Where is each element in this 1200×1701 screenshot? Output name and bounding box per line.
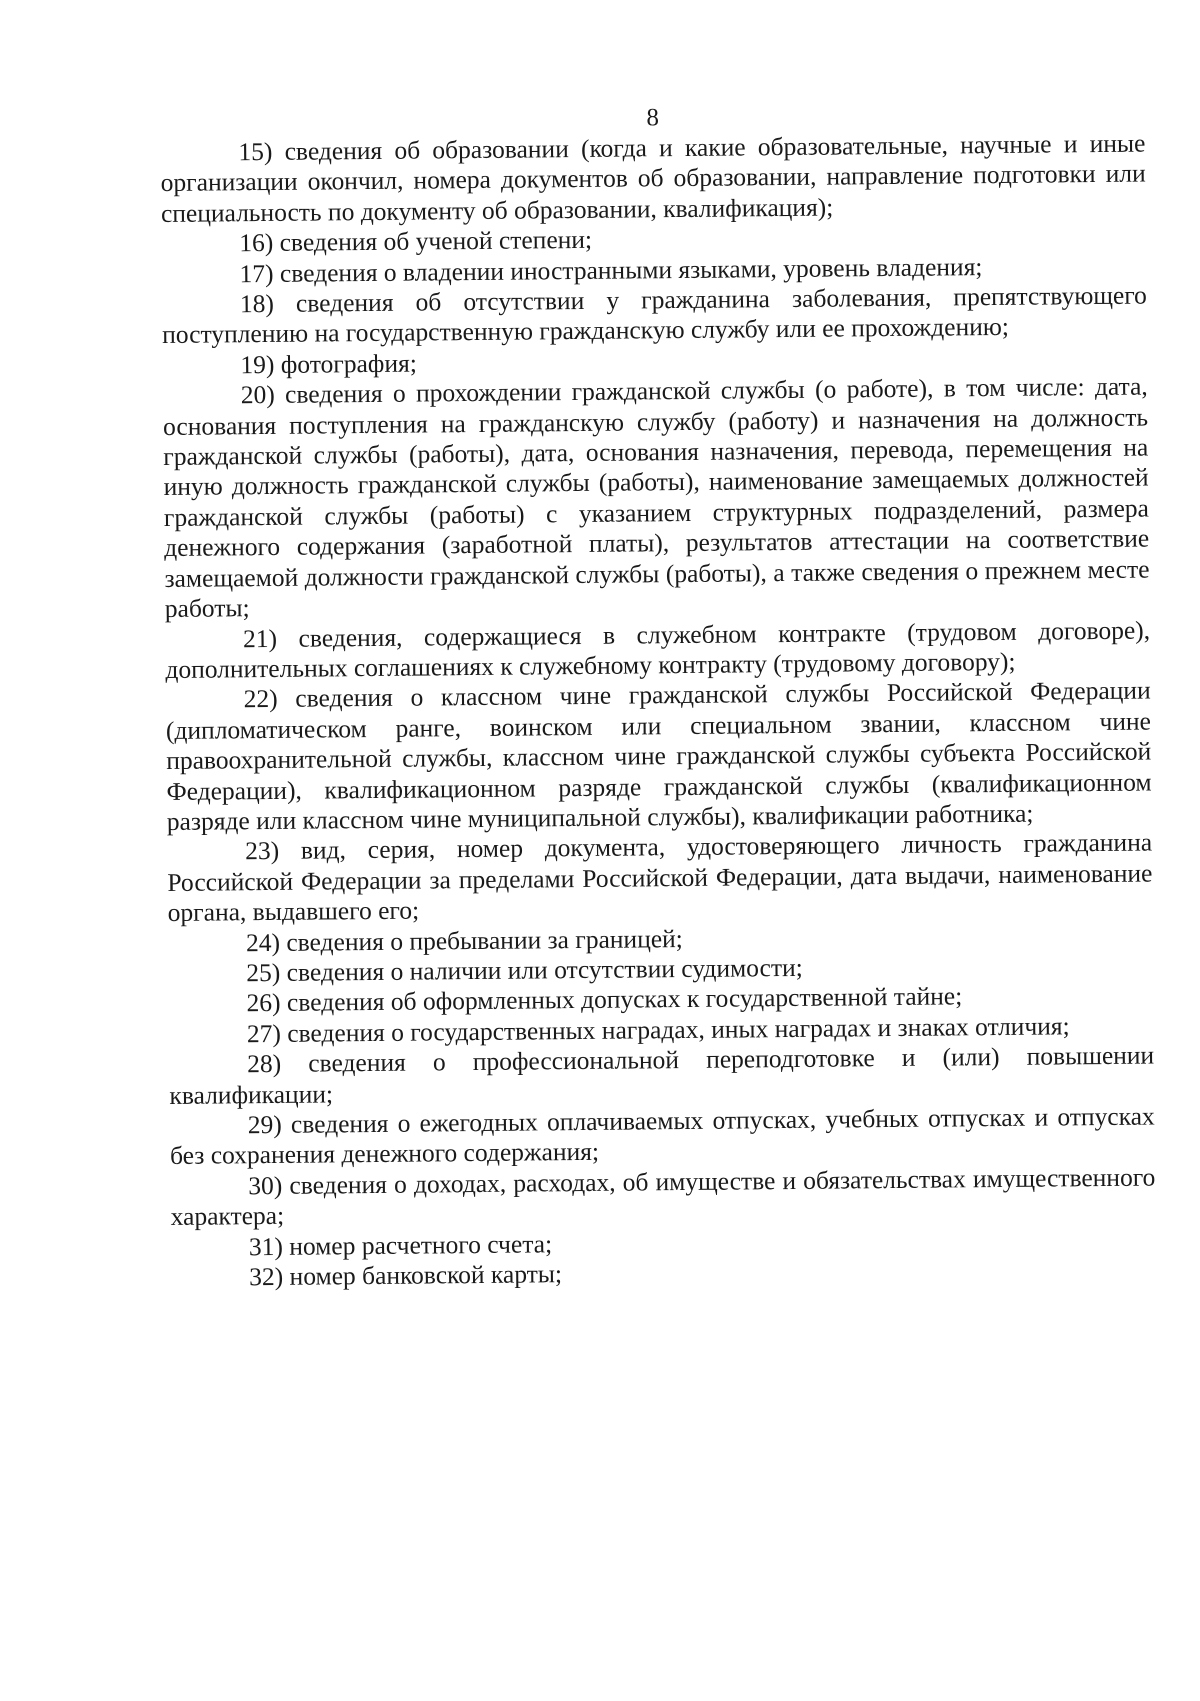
list-item-25: 25) сведения о наличии или отсутствии судимости; bbox=[246, 952, 803, 988]
list-item-16: 16) сведения об ученой степени; bbox=[239, 225, 593, 258]
list-item-19: 19) фотография; bbox=[240, 348, 417, 380]
list-item-26: 26) сведения об оформленных допусках к государственной тайне; bbox=[246, 981, 963, 1018]
list-item-30: 30) сведения о доходах, расходах, об имуществе и обязательствах имущественного характера; bbox=[170, 1162, 1156, 1232]
list-item-18: 18) сведения об отсутствии у гражданина заболевания, препятствующего поступлению на государственную гражданскую службу или ее прохождению; bbox=[162, 280, 1147, 350]
list-item-21: 21) сведения, содержащиеся в служебном контракте (трудовом договоре), дополнительных соглашениях к служебному контракту (трудовому договору); bbox=[165, 615, 1151, 684]
list-item-31: 31) номер расчетного счета; bbox=[248, 1228, 553, 1261]
list-item-24: 24) сведения о пребывании за границей; bbox=[245, 923, 683, 957]
list-item-32: 32) номер банковской карты; bbox=[249, 1259, 563, 1292]
list-item-29: 29) сведения о ежегодных оплачиваемых отпусках, учебных отпусках и отпусках без сохранения денежного содержания; bbox=[169, 1101, 1155, 1171]
document-body bbox=[160, 99, 1156, 1294]
list-item-22: 22) сведения о классном чине гражданской службы Российской Федерации (дипломатическом ранге, воинском или специальном звании, классном чине правоохранительной службы, классном чине гражданской службы субъекта Российской Федерации), квалификационном разряде гражданской службы (квалификационном разряде или классном чине муниципальной службы), квалификации работника; bbox=[165, 675, 1152, 836]
list-item-20: 20) сведения о прохождении гражданской службы (о работе), в том числе: дата, основания поступления на гражданскую службу (работу) и назначения на должность гражданской службы (работы), дата, основания назначения, перевода, перемещения на иную должность гражданской службы (работы), наименование замещаемых должностей гражданской службы (работы) с указанием структурных подразделений, размера денежного содержания (заработной платы), результатов аттестации на соответствие замещаемой должности гражданской службы (работы), а также сведения о прежнем месте работы; bbox=[162, 371, 1150, 624]
page-number: 8 bbox=[646, 104, 659, 132]
list-item-17: 17) сведения о владении иностранными языками, уровень владения; bbox=[239, 251, 983, 288]
list-item-23: 23) вид, серия, номер документа, удостоверяющего личность гражданина Российской Федерации за пределами Российской Федерации, дата выдачи, наименование органа, выдавшего его; bbox=[167, 827, 1153, 928]
list-item-28: 28) сведения о профессиональной переподготовке и (или) повышении квалификации; bbox=[169, 1040, 1155, 1110]
list-item-27: 27) сведения о государственных наградах, иных наградах и знаках отличия; bbox=[246, 1011, 1070, 1048]
list-item-15: 15) сведения об образовании (когда и какие образовательные, научные и иные организации окончил, номера документов об образовании, направление подготовки или специальность по документу об образовании, квалификация); bbox=[160, 128, 1146, 228]
